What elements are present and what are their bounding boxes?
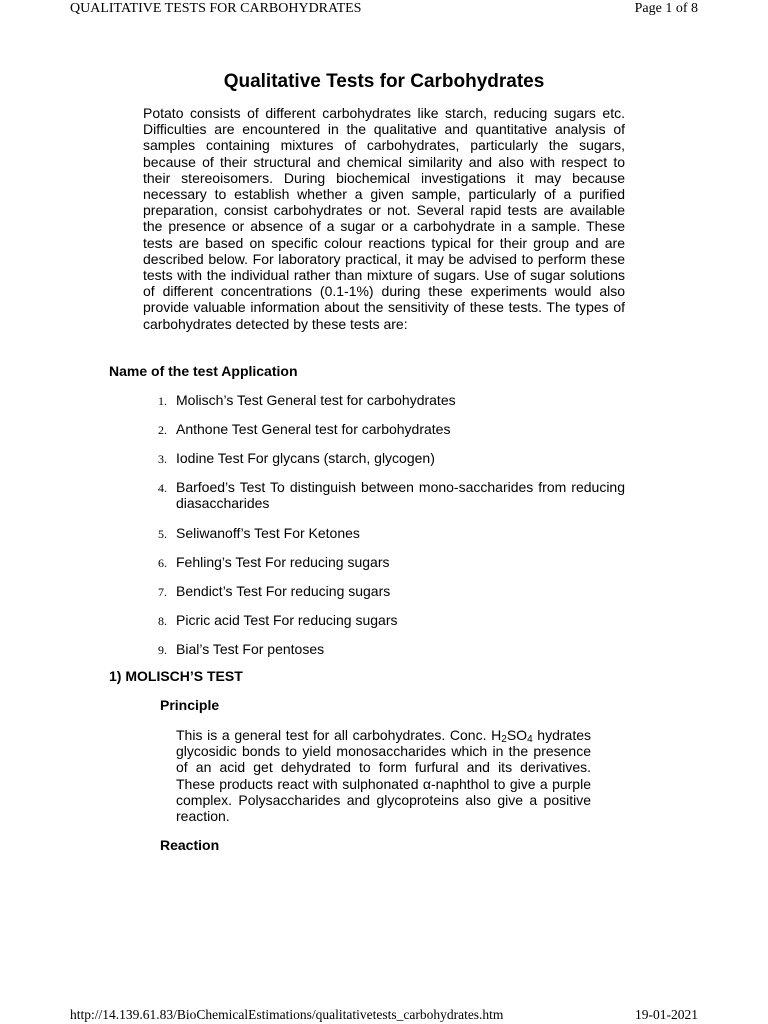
footer-url: http://14.139.61.83/BioChemicalEstimations/qualitativetests_carbohydrates.htm	[70, 1007, 504, 1022]
principle-heading: Principle	[160, 697, 220, 713]
page-footer	[70, 1006, 698, 1024]
list-item	[160, 479, 625, 511]
list-item-number: 2.	[158, 423, 167, 438]
tests-list	[160, 392, 625, 670]
list-item-number: 3.	[158, 452, 167, 467]
list-item-number: 5.	[158, 526, 167, 541]
header-page-indicator: Page 1 of 8	[634, 1, 698, 16]
list-item-text: Fehling’s Test For reducing sugars	[176, 553, 390, 570]
list-item	[160, 554, 625, 570]
list-item-text: Seliwanoff’s Test For Ketones	[176, 524, 360, 541]
list-item	[160, 612, 625, 628]
list-item-number: 7.	[158, 584, 167, 599]
list-item-number: 1.	[158, 394, 167, 408]
list-item	[160, 392, 625, 408]
list-item	[160, 641, 625, 657]
list-item	[160, 525, 625, 541]
tests-heading: Name of the test Application	[109, 363, 298, 379]
principle-text-part: hydrates glycosidic bonds to yield monosaccharides which in the presence of an acid get dehydrated to form furfural and its derivatives. These products react with sulphonated α-naphthol to give a purple complex. Polysaccharides and glycoproteins also give a positive reaction.	[176, 727, 591, 825]
list-item-number: 9.	[158, 642, 167, 657]
list-item-text: Picric acid Test For reducing sugars	[176, 611, 398, 628]
subscript: 4	[527, 734, 533, 745]
list-item-number: 6.	[158, 555, 167, 570]
list-item-text: Anthone Test General test for carbohydrates	[176, 421, 451, 438]
principle-text-part: SO	[506, 727, 528, 743]
section-heading-molisch: 1) MOLISCH’S TEST	[109, 668, 243, 684]
subscript: 2	[501, 734, 507, 745]
reaction-heading: Reaction	[160, 837, 220, 853]
principle-text-part: This is a general test for all carbohydrates. Conc. H	[176, 727, 502, 743]
page-title: Qualitative Tests for Carbohydrates	[223, 71, 545, 92]
list-item-text: Iodine Test For glycans (starch, glycogen)	[176, 450, 435, 467]
list-item-text: Bial’s Test For pentoses	[176, 640, 325, 657]
list-item	[160, 583, 625, 599]
list-item-number: 4.	[158, 481, 167, 496]
principle-paragraph	[176, 727, 591, 824]
list-item-number: 8.	[158, 613, 167, 628]
list-item	[160, 450, 625, 466]
list-item-text: Molisch’s Test General test for carbohydrates	[176, 392, 456, 408]
list-item-text: Barfoed’s Test To distinguish between mono-saccharides from reducing diasaccharides	[176, 479, 625, 512]
intro-paragraph: Potato consists of different carbohydrates like starch, reducing sugars etc. Difficulties are encountered in the qualitative and quantitative analysis of samples containing mixtures of carbohydrates, particularly the sugars, because of their structural and chemical similarity and also with respect to their stereoisomers. During biochemical investigations it may because necessary to establish whether a given sample, particularly of a purified preparation, consist carbohydrates or not. Several rapid tests are available the presence or absence of a sugar or a carbohydrate in a sample. These tests are based on specific colour reactions typical for their group and are described below. For laboratory practical, it may be advised to perform these tests with the individual rather than mixture of sugars. Use of sugar solutions of different concentrations (0.1-1%) during these experiments would also provide valuable information about the sensitivity of these tests. The types of carbohydrates detected by these tests are:	[143, 105, 625, 332]
page-header	[70, 0, 698, 20]
list-item	[160, 421, 625, 437]
footer-date: 19-01-2021	[635, 1007, 698, 1022]
header-doc-title: QUALITATIVE TESTS FOR CARBOHYDRATES	[70, 1, 362, 16]
list-item-text: Bendict’s Test For reducing sugars	[176, 582, 391, 599]
